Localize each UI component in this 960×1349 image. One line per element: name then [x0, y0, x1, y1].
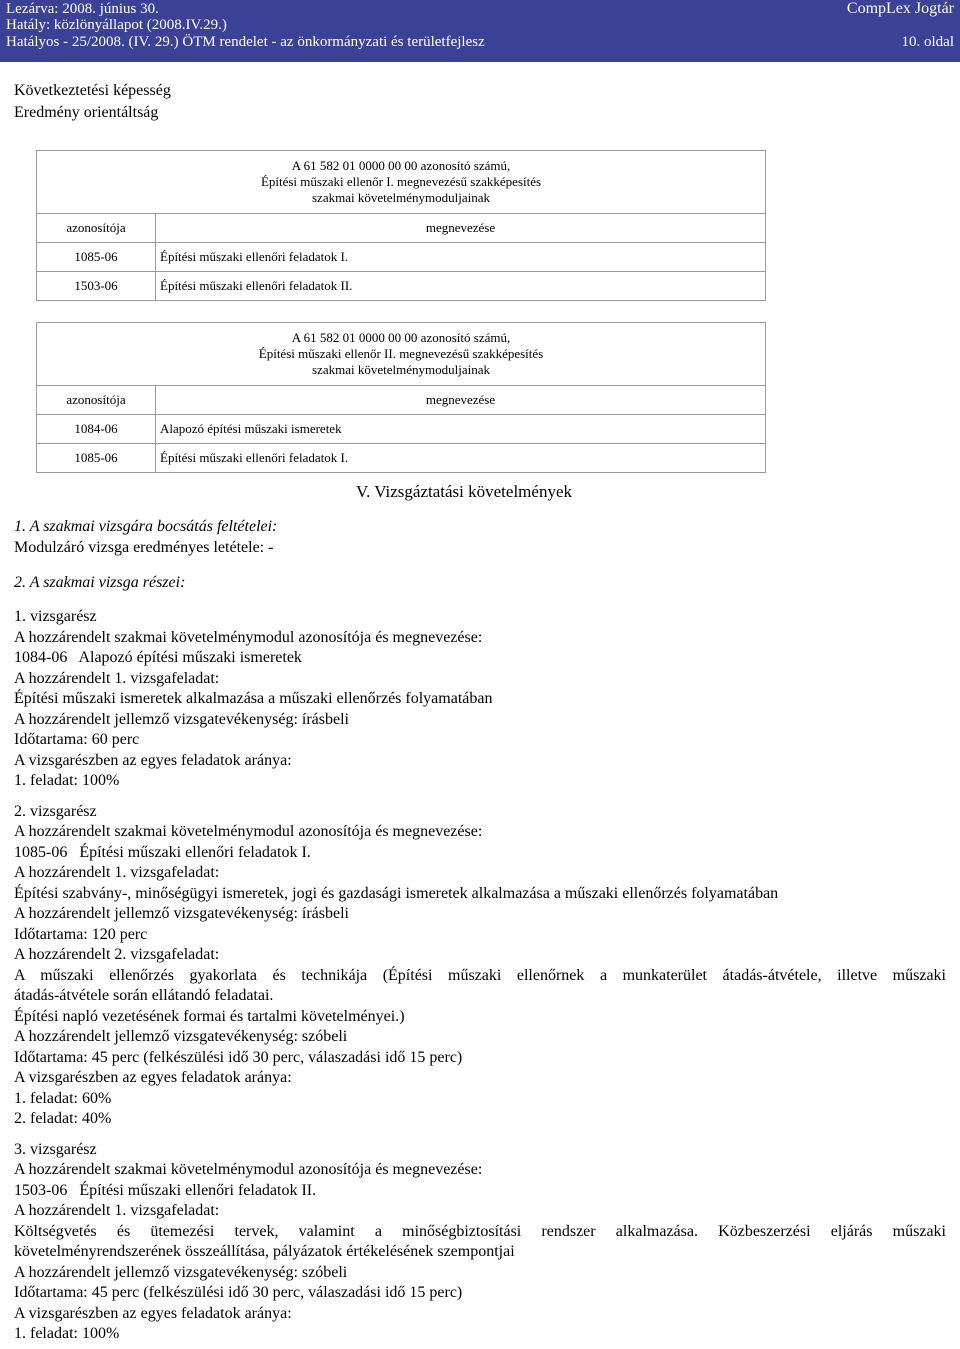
intro-line-2: Eredmény orientáltság [14, 104, 159, 121]
subsection-2-title: 2. A szakmai vizsga részei: [14, 574, 186, 591]
section-heading: V. Vizsgáztatási követelmények [356, 482, 572, 501]
table-row: 1084-06 Alapozó építési műszaki ismeretek [37, 415, 766, 444]
table-row: 1503-06 Építési műszaki ellenőri feladatok II. [37, 272, 766, 301]
table-title: A 61 582 01 0000 00 00 azonosító számú, Építési műszaki ellenőr II. megnevezésű szakképesítés szakmai követelménymoduljainak [37, 323, 766, 386]
regulation-title: Hatályos - 25/2008. (IV. 29.) ÖTM rendelet - az önkormányzati és területfejlesz [6, 34, 485, 50]
table-row: 1085-06 Építési műszaki ellenőri feladatok I. [37, 444, 766, 473]
subsection-1-title: 1. A szakmai vizsgára bocsátás feltételei: [14, 518, 278, 535]
module-ref: 1085-06 Építési műszaki ellenőri feladatok I. [14, 843, 311, 861]
col-header-id: azonosítója [37, 386, 156, 415]
module-ref: 1084-06 Alapozó építési műszaki ismeretek [14, 649, 302, 666]
col-header-name: megnevezése [156, 214, 766, 243]
module-table-2 [36, 322, 766, 473]
closed-date: Lezárva: 2008. június 30. [6, 1, 159, 17]
table-title: A 61 582 01 0000 00 00 azonosító számú, Építési műszaki ellenőr I. megnevezésű szakképesítés szakmai követelménymoduljainak [37, 151, 766, 214]
intro-line-1: Következtetési képesség [14, 82, 171, 99]
part-2-title: 2. vizsgarész [14, 802, 97, 820]
table-row: 1085-06 Építési műszaki ellenőri feladatok I. [37, 243, 766, 272]
part-1-title: 1. vizsgarész [14, 608, 97, 625]
module-table-1 [36, 150, 766, 301]
exam-parts: 1. vizsgarész A hozzárendelt szakmai követelménymodul azonosítója és megnevezése: 1084-06 Alapozó építési műszaki ismeretek A hozzárendelt 1. vizsgafeladat: Építési műszaki ismeretek alkalmazása a műszaki ellenőrzés folyamatában A hozzárendelt jellemző vizsgatevékenység: írásbeli Időtartama: 60 perc A vizsgarészben az egyes feladatok aránya: 1. feladat: 100% 2. vizsgarész A hozzárendelt szakmai követelménymodul azonosítója és megnevezése: 1085-06 Építési műszaki ellenőri feladatok I. A hozzárendelt 1. vizsgafeladat: Építési szabvány-, minőségügyi ismeretek, jogi és gazdasági ismeretek alkalmazása a műszaki ellenőrzés folyamatában A hozzárendelt jellemző vizsgatevékenység: írásbeli Időtartama: 120 perc A hozzárendelt 2. vizsgafeladat: A műszaki ellenőrzés gyakorlata és technikája (Építési műszaki ellenőrnek a munkaterület átadás-átvétele, illetve műszaki átadás-átvétele során ellátandó feladatai. Építési napló vezetésének formai és tartalmi követelményei.) A hozzárendelt jellemző vizsgatevékenység: szóbeli Időtartama: 45 perc (felkészülési idő 30 perc, válaszadási idő 15 perc) A vizsgarészben az egyes feladatok aránya: 1. feladat: 60% 2. feladat: 40% 3. vizsgarész A hozzárendelt szakmai követelménymodul azonosítója és megnevezése: 1503-06 Építési műszaki ellenőri feladatok II. A hozzárendelt 1. vizsgafeladat: Költségvetés és ütemezési tervek, valamint a minőségbiztosítási rendszer alkalmazása. Közbeszerzési eljárás műszaki követelményrendszerének összeállítása, pályázatok értékelésének szempontjai A hozzárendelt jellemző vizsgatevékenység: szóbeli Időtartama: 45 perc (felkészülési idő 30 perc, válaszadási idő 15 perc) A vizsgarészben az egyes feladatok aránya: 1. feladat: 100% [14, 608, 946, 1342]
effect-status: Hatály: közlönyállapot (2008.IV.29.) [6, 17, 227, 33]
col-header-id: azonosítója [37, 214, 156, 243]
brand-name: CompLex Jogtár [846, 0, 954, 17]
part-3-title: 3. vizsgarész [14, 1140, 97, 1158]
page-number: 10. oldal [901, 34, 954, 50]
col-header-name: megnevezése [156, 386, 766, 415]
module-ref: 1503-06 Építési műszaki ellenőri feladatok II. [14, 1181, 317, 1199]
page-header [0, 0, 960, 62]
subsection-1-text: Modulzáró vizsga eredményes letétele: - [14, 539, 274, 556]
